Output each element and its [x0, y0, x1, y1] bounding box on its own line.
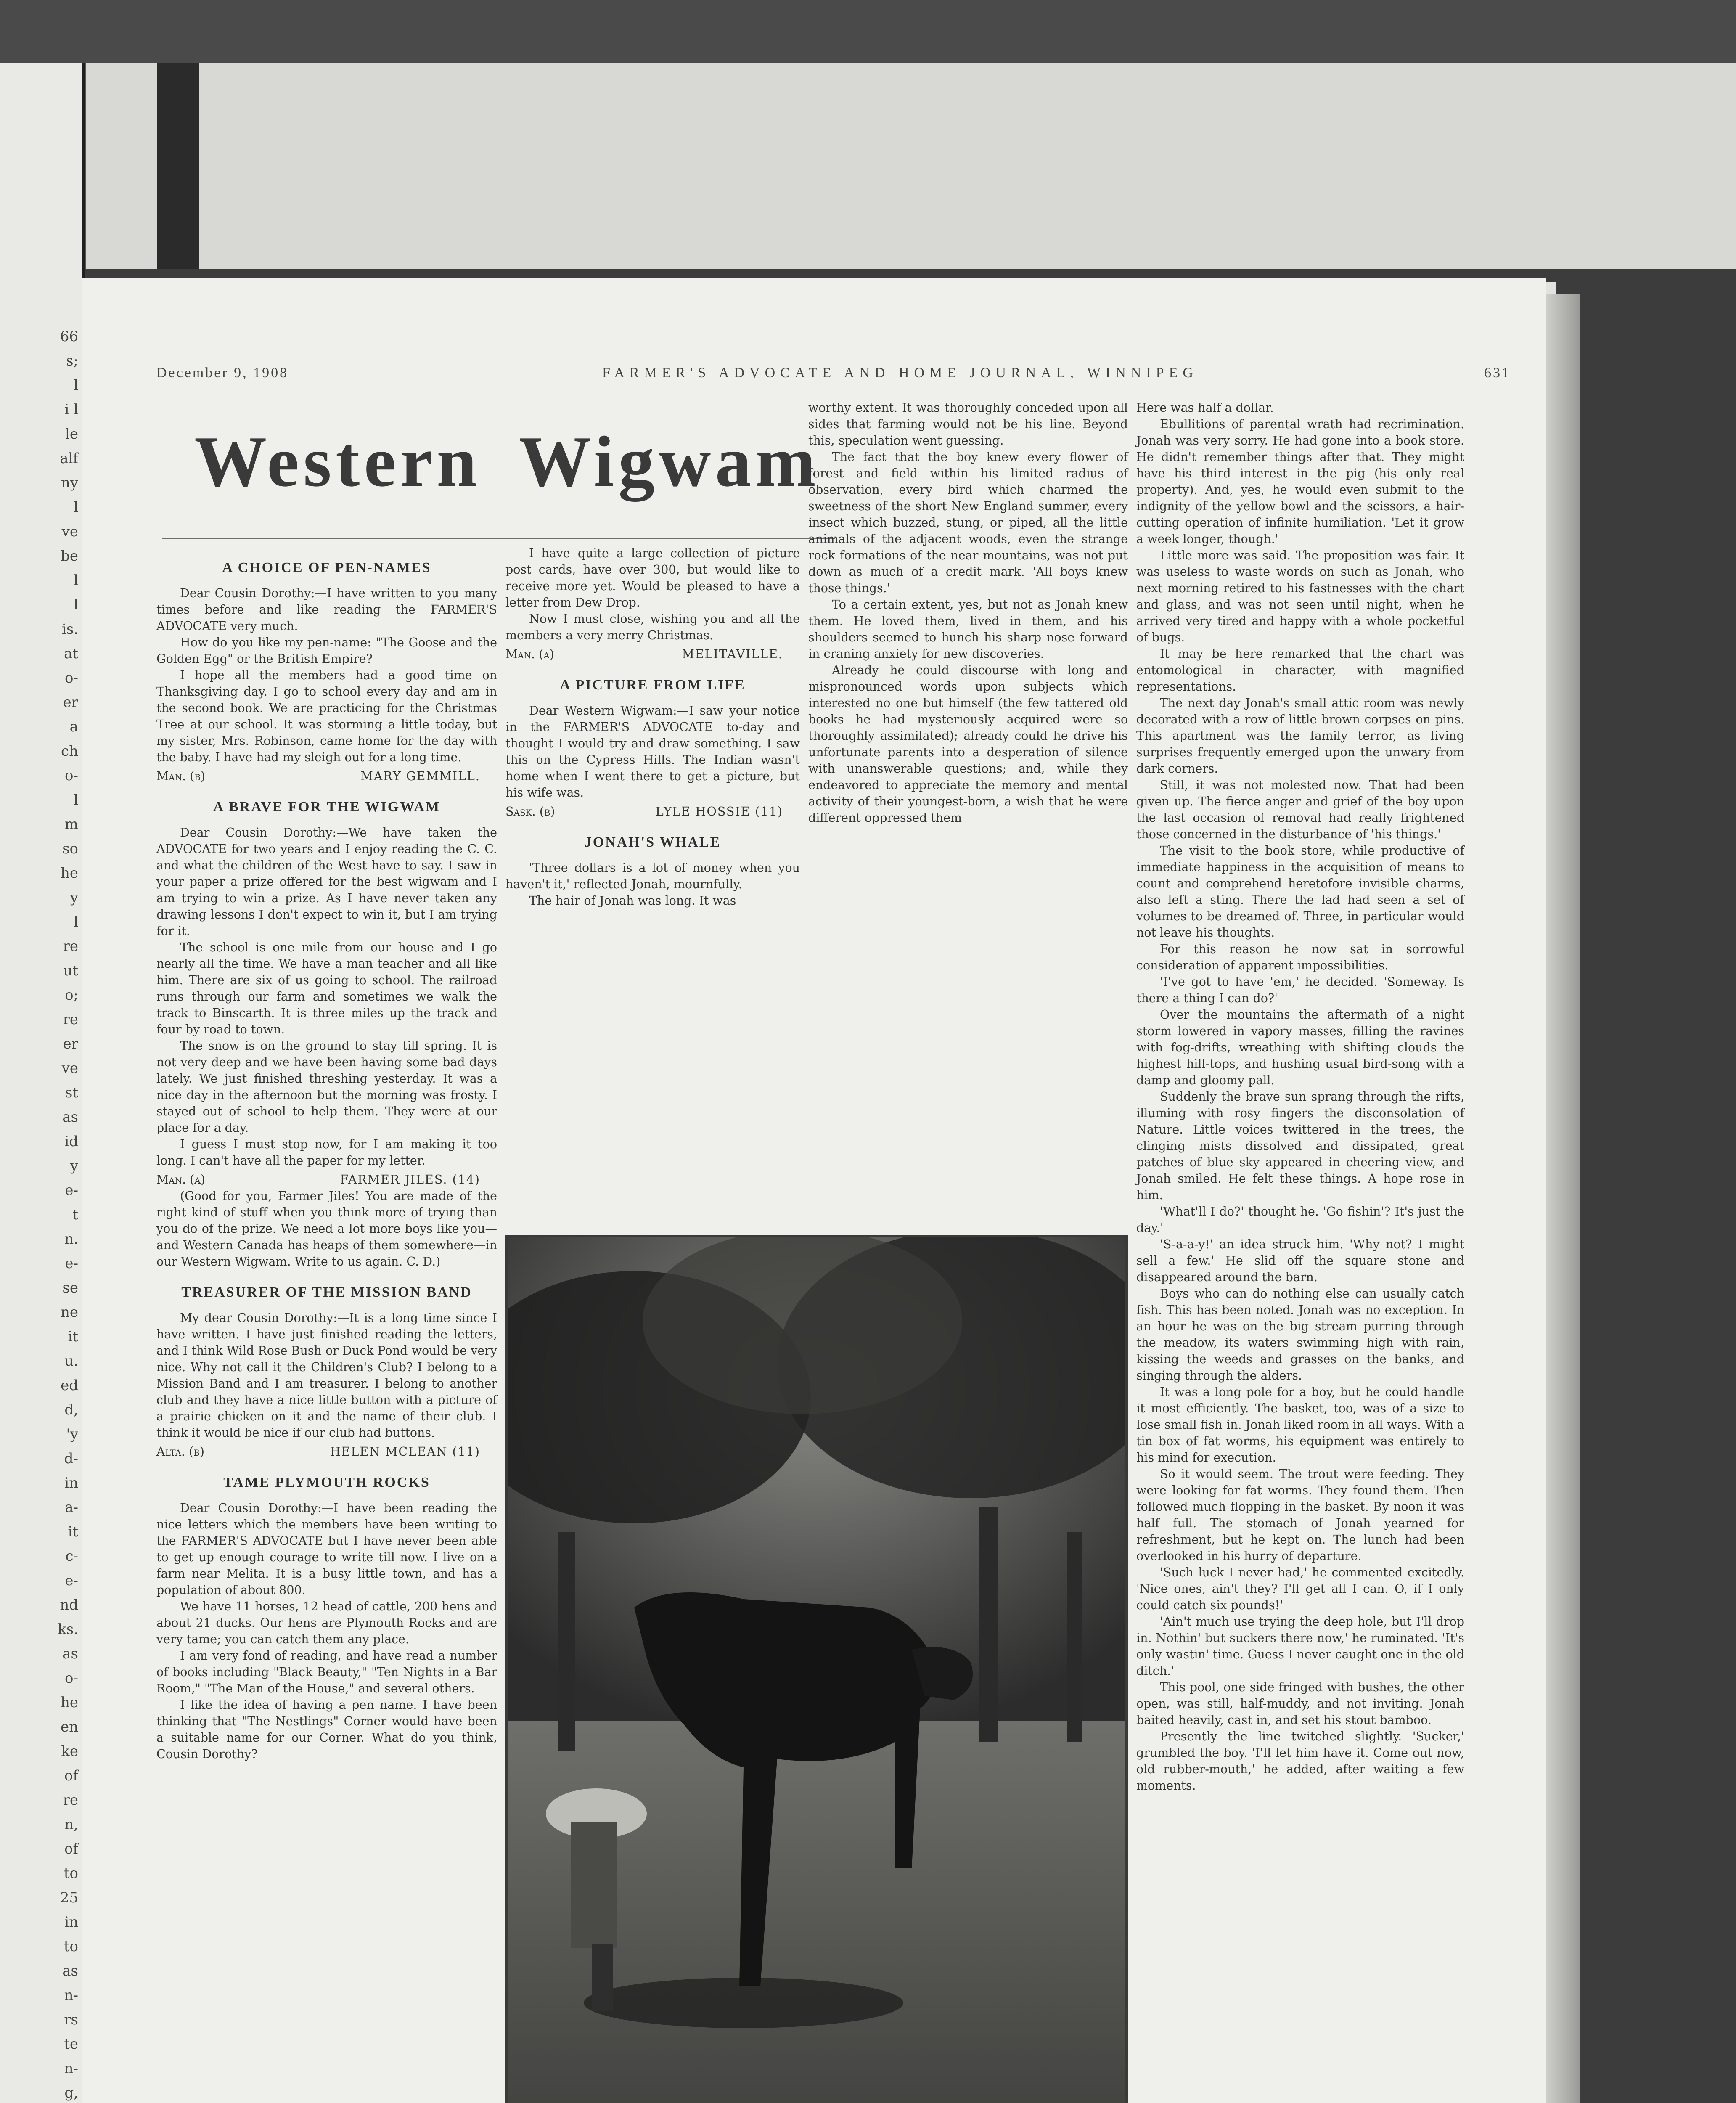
sliver-fragment: le: [65, 426, 78, 442]
sliver-fragment: n-: [64, 1987, 78, 2004]
sliver-fragment: it: [68, 1523, 78, 1540]
signature-place: Man. (a): [505, 647, 554, 661]
sliver-fragment: re: [63, 938, 78, 955]
paragraph: For this reason he now sat in sorrowful consideration of apparent impossibilities.: [1136, 942, 1464, 972]
sliver-fragment: a: [69, 718, 78, 735]
paragraph: I like the idea of having a pen name. I have been thinking that "The Nestlings" Corner would have been a suitable name for our Corner. What do you think, Cousin Dorothy?: [156, 1698, 497, 1761]
column-2: [505, 545, 800, 909]
signature-place: Man. (a): [156, 1173, 205, 1187]
sliver-fragment: is.: [61, 621, 78, 638]
publication-name: FARMER'S ADVOCATE AND HOME JOURNAL, WINNIPEG: [602, 365, 1198, 381]
sliver-fragment: g,: [64, 2084, 78, 2101]
sliver-fragment: i l: [64, 401, 78, 418]
sliver-fragment: to: [64, 1938, 78, 1955]
paragraph: Dear Western Wigwam:—I saw your notice in the FARMER'S ADVOCATE to-day and thought I would try and draw something. I saw this on the Cypress Hills. The Indian wasn't home when I went there to get a picture, but his wife was.: [505, 704, 800, 800]
paragraph: This pool, one side fringed with bushes, the other open, was still, half-muddy, and not inviting. Jonah baited heavily, cast in, and set his stout bamboo.: [1136, 1680, 1464, 1727]
sliver-fragment: ch: [61, 743, 78, 760]
sliver-fragment: ed: [61, 1377, 78, 1394]
sliver-fragment: e-: [65, 1255, 78, 1272]
sliver-fragment: se: [62, 1279, 78, 1296]
sliver-fragment: ve: [61, 523, 78, 540]
sliver-fragment: nd: [60, 1597, 78, 1613]
sliver-fragment: of: [64, 1767, 78, 1784]
signature-name: LYLE HOSSIE (11): [655, 805, 783, 818]
signature: [505, 646, 800, 662]
sliver-fragment: l: [74, 792, 78, 808]
sliver-fragment: m: [64, 816, 78, 833]
paragraph: It may be here remarked that the chart was entomological in character, with magnified representations.: [1136, 647, 1464, 694]
sliver-fragment: at: [64, 645, 78, 662]
heading-tame-plymouth-rocks: TAME PLYMOUTH ROCKS: [223, 1475, 430, 1490]
previous-page-edge: [82, 63, 1736, 269]
sliver-fragment: it: [68, 1328, 78, 1345]
paragraph: worthy extent. It was thoroughly conceded upon all sides that farming would not be his line. Beyond this, speculation went guessing.: [808, 401, 1128, 448]
sliver-fragment: c-: [65, 1548, 78, 1565]
sliver-fragment: y: [70, 889, 78, 906]
heading-treasurer-mission-band: TREASURER OF THE MISSION BAND: [181, 1285, 472, 1300]
paragraph: The fact that the boy knew every flower of forest and field within his limited radius of observation, every bird which charmed the sweetness of the short New England summer, every insect which buzzed, stung, or piped, all the little animals of the adjacent woods, even the strange rock formations of the near mountains, was not put down as much of a credit mark. 'All boys knew those things.': [808, 450, 1128, 595]
column-3: [808, 400, 1128, 826]
paragraph: Already he could discourse with long and mispronounced words upon subjects which interested no one but himself (the few tattered old books he had mysteriously acquired were so thoroughly assimilated); already could he drive his unfortunate parents into a desperation of silence with unanswerable questions; and, while they endeavored to appreciate the memory and mental activity of their youngest-born, a wish that he were different oppressed them: [808, 663, 1128, 825]
signature-name: FARMER JILES. (14): [340, 1173, 480, 1187]
signature: [156, 1443, 497, 1460]
column-1: [156, 545, 497, 1762]
photo-illustration: [508, 1237, 1125, 2103]
paragraph: Over the mountains the aftermath of a night storm lowered in vapory masses, filling the ravines with fog-drifts, wreathing with shifting clouds the highest hill-tops, and hushing usual bird-song with a damp and gloomy pall.: [1136, 1008, 1464, 1087]
sliver-fragment: a-: [65, 1499, 78, 1516]
sliver-fragment: 25: [60, 1889, 78, 1906]
paragraph: The snow is on the ground to stay till spring. It is not very deep and we have been having some bad days lately. We just finished threshing yesterday. It was a nice day in the afternoon but the morning was frosty. I stayed out of school to help them. They were at our place for a day.: [156, 1039, 497, 1135]
sliver-fragment: u.: [64, 1353, 78, 1369]
page-number: 631: [1484, 365, 1511, 381]
paragraph: Suddenly the brave sun sprang through the rifts, illuming with rosy fingers the disconsolation of Nature. Little voices twittered in the trees, the clinging mists dissolved and dissipated, great patches of blue sky appeared in cheering view, and Jonah smiled. He felt these things. A hope rose in him.: [1136, 1090, 1464, 1202]
section-title: Western Wigwam: [194, 422, 820, 502]
sliver-fragment: er: [63, 1036, 78, 1052]
sliver-fragment: s;: [66, 352, 78, 369]
paragraph: The hair of Jonah was long. It was: [529, 894, 736, 908]
sliver-fragment: st: [65, 1084, 78, 1101]
paragraph: Ebullitions of parental wrath had recrimination. Jonah was very sorry. He had gone into a book store. He didn't remember things after that. They might have his third interest in the pig (his only real property). And, yes, he would even submit to the indignity of the yellow bowl and the scissors, a hair-cutting operation of infinite humiliation. 'Let it grow a week longer, though.': [1136, 417, 1464, 546]
sliver-fragment: 66: [60, 328, 78, 345]
sliver-fragment: o-: [65, 670, 78, 686]
paragraph: The next day Jonah's small attic room was newly decorated with a row of little brown corpses on pins. This apartment was the family terror, as living surprises frequently emerged upon the unwary from dark corners.: [1136, 696, 1464, 776]
sliver-fragment: t: [72, 1206, 78, 1223]
sliver-fragment: e-: [65, 1572, 78, 1589]
paragraph: 'What'll I do?' thought he. 'Go fishin'? It's just the day.': [1136, 1205, 1464, 1235]
sliver-fragment: l: [74, 914, 78, 930]
signature-name: HELEN MCLEAN (11): [330, 1445, 480, 1459]
sliver-fragment: ut: [63, 962, 78, 979]
sliver-fragment: d,: [64, 1401, 78, 1418]
signature-place: Man. (b): [156, 769, 206, 783]
sliver-fragment: ks.: [58, 1621, 78, 1638]
paragraph: To a certain extent, yes, but not as Jonah knew them. He loved them, lived in them, and his shoulders seemed to hunch his sharp nose forward in craning anxiety for new discoveries.: [808, 598, 1128, 661]
sliver-fragment: e-: [65, 1182, 78, 1199]
sliver-fragment: d-: [64, 1450, 78, 1467]
paragraph: Little more was said. The proposition was fair. It was useless to waste words on such as Jonah, who next morning retired to his fastnesses with the chart and glass, and was not seen until night, when he arrived very tired and happy with a whole pocketful of bugs.: [1136, 548, 1464, 644]
sliver-fragment: rs: [64, 2011, 78, 2028]
sliver-fragment: o-: [65, 1670, 78, 1687]
sliver-fragment: ve: [61, 1060, 78, 1077]
sliver-fragment: l: [74, 572, 78, 589]
paragraph: 'I've got to have 'em,' he decided. 'Someway. Is there a thing I can do?': [1136, 975, 1464, 1005]
paragraph: Boys who can do nothing else can usually catch fish. This has been noted. Jonah was no exception. In an hour he was on the big stream purring through the meadow, its waters swimming high with rain, kissing the weeds and grasses on the banks, and singing through the alders.: [1136, 1287, 1464, 1383]
sliver-fragment: be: [61, 548, 78, 564]
sliver-fragment: n-: [64, 2060, 78, 2077]
paragraph: My dear Cousin Dorothy:—It is a long time since I have written. I have just finished reading the letters, and I think Wild Rose Bush or Duck Pond would be very nice. Why not call it the Children's Club? I belong to a Mission Band and I am treasurer. I belong to another club and they have a nice little button with a picture of a prairie chicken on it and the name of their club. I think it would be nice if our club had buttons.: [156, 1311, 497, 1440]
signature-place: Sask. (b): [505, 805, 555, 818]
sliver-fragment: 'y: [66, 1426, 78, 1443]
sliver-fragment: to: [64, 1865, 78, 1882]
sliver-fragment: ne: [60, 1304, 78, 1321]
sliver-fragment: ke: [61, 1743, 78, 1760]
sliver-fragment: re: [63, 1792, 78, 1809]
sliver-fragment: in: [64, 1475, 78, 1491]
paragraph: Presently the line twitched slightly. 'Sucker,' grumbled the boy. 'I'll let him have it. Come out now, old rubber-mouth,' he added, after waiting a few moments.: [1136, 1730, 1464, 1793]
paragraph: Still, it was not molested now. That had been given up. The fierce anger and grief of the boy upon the last occasion of removal had really frightened those concerned in the disturbance of 'his things.': [1136, 778, 1464, 841]
sliver-fragment: n,: [64, 1816, 78, 1833]
paragraph: Dear Cousin Dorothy:—We have taken the ADVOCATE for two years and I enjoy reading the C. C. and what the children of the West have to say. I saw in your paper a prize offered for the best wigwam and I am trying to win a prize. As I have never taken any drawing lessons I don't expect to win it, but I am trying for it.: [156, 826, 497, 938]
paragraph: The visit to the book store, while productive of immediate happiness in the acquisition of means to count and comprehend heretofore invisible charms, also left a sting. There the lad had seen a set of volumes to be dreamed of. Three, in particular would not leave his thoughts.: [1136, 844, 1464, 940]
sliver-fragment: he: [60, 1694, 78, 1711]
paragraph: We have 11 horses, 12 head of cattle, 200 hens and about 21 ducks. Our hens are Plymouth Rocks and are very tame; you can catch them any place.: [156, 1600, 497, 1646]
paragraph: How do you like my pen-name: "The Goose and the Golden Egg" or the British Empire?: [156, 636, 497, 666]
sliver-fragment: he: [60, 865, 78, 882]
paragraph: The school is one mile from our house and I go nearly all the time. We have a man teacher and all like him. There are six of us going to school. The railroad runs through our farm and sometimes we walk the track to Binscarth. It is three miles up the track and four by road to town.: [156, 940, 497, 1036]
sliver-fragment: en: [60, 1719, 78, 1735]
paragraph: 'Three dollars is a lot of money when you haven't it,' reflected Jonah, mournfully.: [505, 861, 800, 891]
title-rule: [162, 538, 835, 539]
paragraph: 'Ain't much use trying the deep hole, but I'll drop in. Nothin' but suckers there now,' he ruminated. 'It's only wastin' time. Guess I never caught one in the old ditch.': [1136, 1615, 1464, 1678]
paragraph: I have quite a large collection of picture post cards, have over 300, but would like to receive more yet. Would be pleased to have a letter from Dew Drop.: [505, 546, 800, 609]
heading-jonahs-whale: JONAH'S WHALE: [584, 834, 721, 850]
sliver-fragment: as: [62, 1645, 78, 1662]
signature-place: Alta. (b): [156, 1445, 204, 1459]
sliver-fragment: ny: [61, 474, 78, 491]
column-4: [1136, 400, 1464, 1794]
editor-note: (Good for you, Farmer Jiles! You are made of the right kind of stuff when you think more of trying than you do of the prize. We need a lot more boys like you—and Western Canada has heaps of them somewhere—in our Western Wigwam. Write to us again. C. D.): [156, 1189, 497, 1269]
sliver-fragment: in: [64, 1914, 78, 1931]
paragraph: Dear Cousin Dorothy:—I have written to you many times before and like reading the FARMER'S ADVOCATE very much.: [156, 586, 497, 633]
paragraph: Now I must close, wishing you and all the members a very merry Christmas.: [505, 612, 800, 642]
paragraph: I am very fond of reading, and have read a number of books including "Black Beauty," "Ten Nights in a Bar Room," "The Man of the House," and several others.: [156, 1649, 497, 1695]
sliver-fragment: te: [64, 2036, 78, 2053]
sliver-fragment: n.: [64, 1231, 78, 1247]
binding-shadow: [157, 63, 199, 269]
sliver-fragment: er: [63, 694, 78, 711]
paragraph: So it would seem. The trout were feeding. They were looking for fat worms. They found them. Then followed much flopping in the basket. By noon it was half full. The stomach of Jonah yearned for refreshment, but he kept on. The lunch had been overlooked in his hurry of departure.: [1136, 1467, 1464, 1563]
issue-date: December 9, 1908: [156, 365, 289, 381]
sliver-fragment: id: [64, 1133, 78, 1150]
paragraph: I hope all the members had a good time on Thanksgiving day. I go to school every day and am in the second book. We are practicing for the Christmas Tree at our school. It was storming a little today, but my sister, Mrs. Robinson, came home for the day with the baby. I have had my sleigh out for a long time.: [156, 668, 497, 764]
sliver-fragment: y: [70, 1157, 78, 1174]
paragraph: Here was half a dollar.: [1136, 401, 1274, 415]
heading-picture-from-life: A PICTURE FROM LIFE: [560, 677, 746, 693]
sliver-fragment: l: [74, 499, 78, 516]
sliver-fragment: as: [62, 1109, 78, 1126]
newspaper-page: [82, 278, 1546, 2103]
photograph-little-milkman: [505, 1235, 1128, 2103]
signature: [156, 768, 497, 784]
sliver-fragment: re: [63, 1011, 78, 1028]
signature-name: MELITAVILLE.: [682, 647, 783, 661]
heading-brave-for-the-wigwam: A BRAVE FOR THE WIGWAM: [213, 799, 441, 815]
signature-name: MARY GEMMILL.: [360, 769, 480, 783]
page-edge-shadow: [1546, 294, 1580, 2103]
sliver-fragment: l: [74, 377, 78, 394]
sliver-fragment: of: [64, 1841, 78, 1857]
paragraph: I guess I must stop now, for I am making it too long. I can't have all the paper for my letter.: [156, 1137, 497, 1168]
paragraph: Dear Cousin Dorothy:—I have been reading the nice letters which the members have been writing to the FARMER'S ADVOCATE but I have never been able to get up enough courage to write till now. I live on a farm near Melita. It is a busy little town, and has a population of about 800.: [156, 1501, 497, 1597]
paragraph: 'Such luck I never had,' he commented excitedly. 'Nice ones, ain't they? I'll get all I can. O, if I only could catch six pounds!': [1136, 1565, 1464, 1612]
sliver-fragment: alf: [60, 450, 78, 467]
sliver-fragment: o-: [65, 767, 78, 784]
sliver-fragment: o;: [65, 987, 78, 1004]
signature: [156, 1171, 497, 1188]
signature: [505, 803, 800, 820]
paragraph: 'S-a-a-y!' an idea struck him. 'Why not? I might sell a few.' He slid off the square stone and disappeared around the barn.: [1136, 1237, 1464, 1284]
heading-choice-of-pen-names: A CHOICE OF PEN-NAMES: [222, 560, 431, 575]
sliver-fragment: so: [62, 840, 78, 857]
paragraph: It was a long pole for a boy, but he could handle it most efficiently. The basket, too, was of a size to lose small fish in. Jonah liked room in all ways. With a tin box of fat worms, his equipment was entirely to his mind for execution.: [1136, 1385, 1464, 1465]
sliver-fragment: as: [62, 1963, 78, 1979]
sliver-fragment: l: [74, 596, 78, 613]
